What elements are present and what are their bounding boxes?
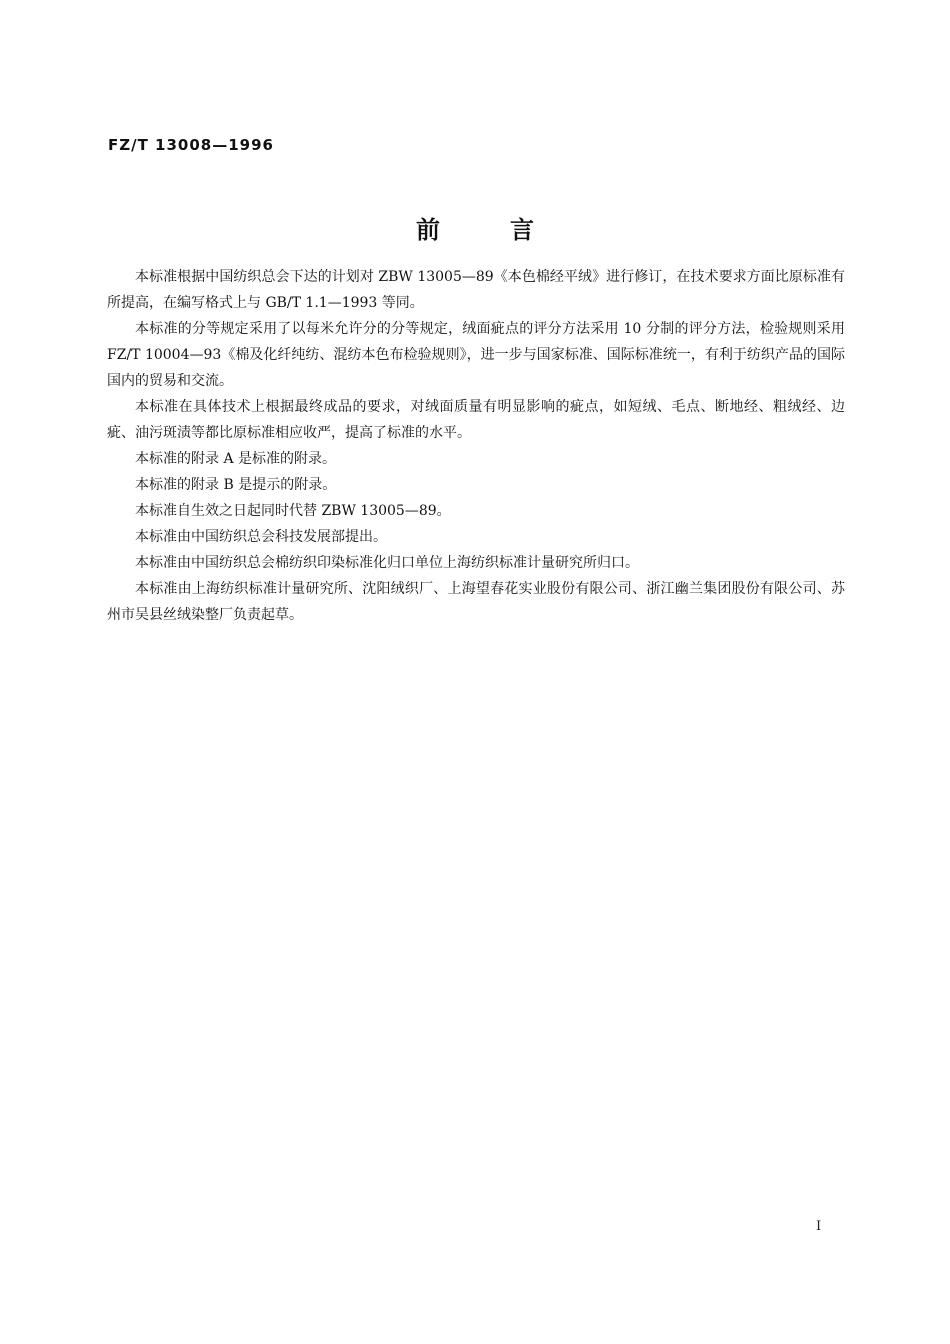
- page-number: I: [816, 1219, 822, 1234]
- paragraph-replacement: 本标准自生效之日起同时代替 ZBW 13005—89。: [135, 503, 451, 519]
- page-title: 前言: [416, 216, 604, 244]
- paragraph-technical-requirements: 本标准在具体技术上根据最终成品的要求，对绒面质量有明显影响的疵点，如短绒、毛点、断地经、粗绒经、边疵、油污斑渍等都比原标准相应收严，提高了标准的水平。: [107, 399, 845, 441]
- paragraph-revision-basis: 本标准根据中国纺织总会下达的计划对 ZBW 13005—89《本色棉经平绒》进行修订，在技术要求方面比原标准有所提高，在编写格式上与 GB/T 1.1—1993 等同。: [107, 269, 845, 311]
- document-code: FZ/T 13008—1996: [108, 136, 274, 154]
- paragraph-proposer: 本标准由中国纺织总会科技发展部提出。: [135, 529, 387, 545]
- paragraph-responsible-unit: 本标准由中国纺织总会棉纺织印染标准化归口单位上海纺织标准计量研究所归口。: [135, 555, 639, 571]
- paragraph-appendix-a: 本标准的附录 A 是标准的附录。: [135, 451, 337, 467]
- paragraph-drafters: 本标准由上海纺织标准计量研究所、沈阳绒织厂、上海望春花实业股份有限公司、浙江幽兰集团股份有限公司、苏州市吴县丝绒染整厂负责起草。: [107, 581, 845, 623]
- foreword-body: [107, 264, 845, 628]
- paragraph-appendix-b: 本标准的附录 B 是提示的附录。: [135, 477, 337, 493]
- paragraph-grading-rules: 本标准的分等规定采用了以每米允许分的分等规定，绒面疵点的评分方法采用 10 分制的评分方法，检验规则采用 FZ/T 10004—93《棉及化纤纯纺、混纺本色布检验规则》，进一步与国家标准、国际标准统一，有利于纺织产品的国际国内的贸易和交流。: [107, 321, 845, 389]
